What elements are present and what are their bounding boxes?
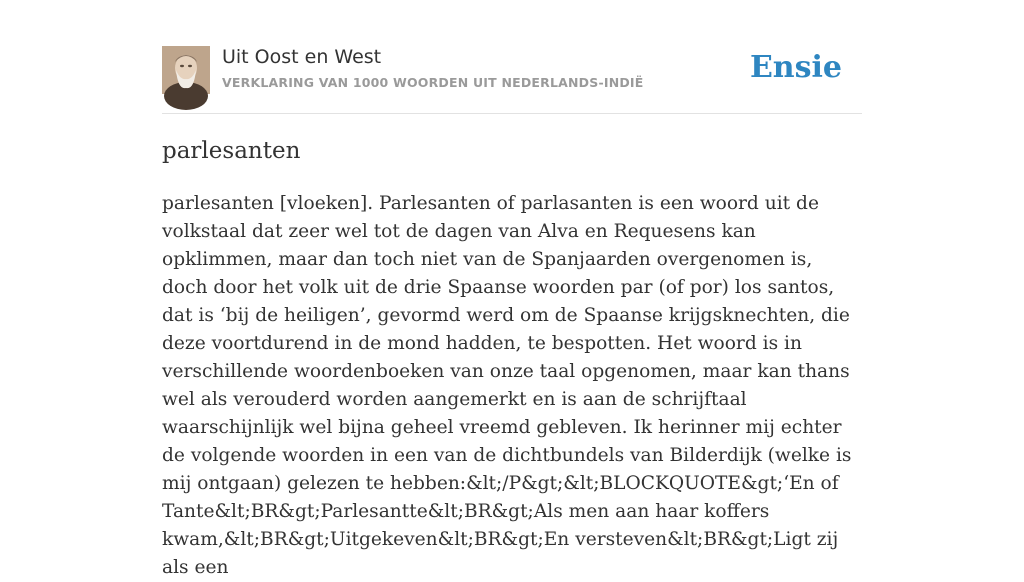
entry-definition: parlesanten [vloeken]. Parlesanten of parlasanten is een woord uit de volkstaal dat zeer wel tot de dagen van Alva en Requesens kan opklimmen, maar dan toch niet van de Spanjaarden overgenomen is, doch door het volk uit de drie Spaanse woorden par (of por) los santos, dat is ‘bij de heiligen’, gevormd werd om de Spaanse krijgsknechten, die deze voortdurend in de mond hadden, te bespotten. Het woord is in verschillende woordenboeken van onze taal opgenomen, maar kan thans wel als verouderd worden aangemerkt en is aan de schrijftaal waarschijnlijk wel bijna geheel vreemd gebleven. Ik herinner mij echter de volgende woorden in een van de dichtbundels van Bilderdijk (welke is mij ontgaan) gelezen te hebben:&lt;/P&gt;&lt;BLOCKQUOTE&gt;‘En of Tante&lt;BR&gt;Parlesantte&lt;BR&gt;Als men aan haar koffers kwam,&lt;BR&gt;Uitgekeven&lt;BR&gt;En versteven&lt;BR&gt;Ligt zij als een [162, 193, 852, 578]
source-header [162, 46, 862, 96]
entry-title: parlesanten [162, 138, 301, 164]
source-title[interactable]: Uit Oost en West [222, 46, 382, 68]
ensie-logo-link[interactable]: Ensie [749, 50, 842, 85]
author-portrait-icon [162, 46, 210, 94]
source-subtitle: VERKLARING VAN 1000 WOORDEN UIT NEDERLANDS-INDIË [222, 75, 644, 90]
header-divider [162, 113, 862, 114]
author-avatar[interactable] [162, 46, 210, 94]
